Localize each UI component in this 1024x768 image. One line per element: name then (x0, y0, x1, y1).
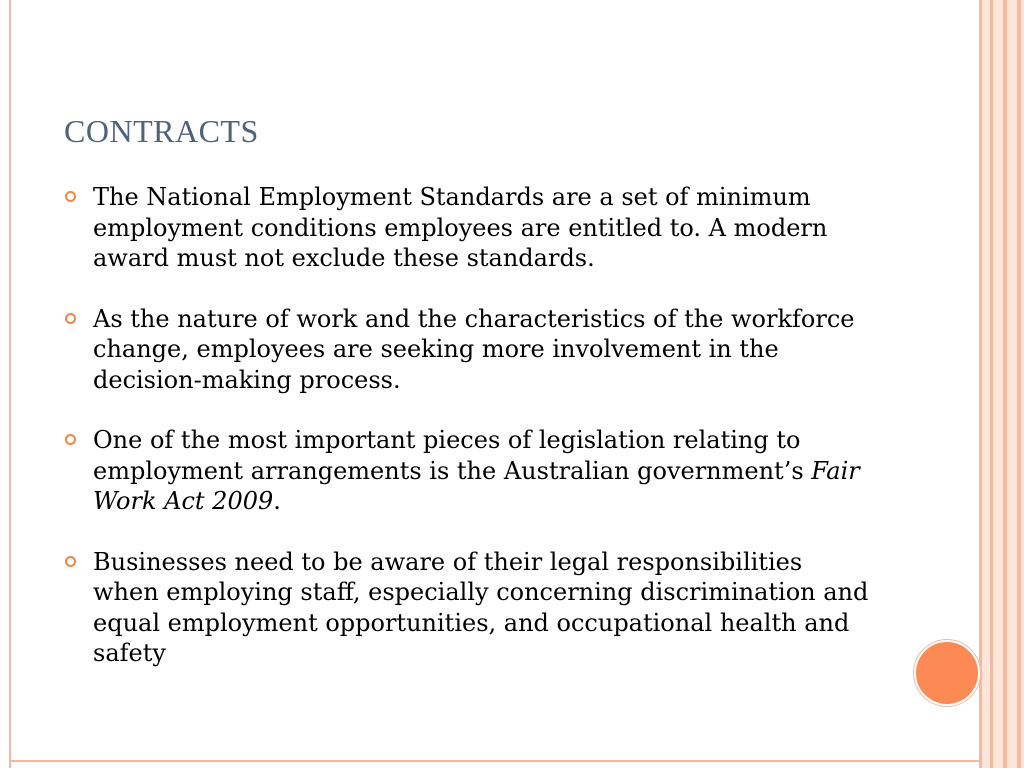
bullet-text (93, 426, 860, 515)
frame-left-border (9, 0, 11, 768)
bullet-circle-icon (65, 556, 76, 567)
frame-bottom-border (9, 760, 979, 762)
slide-title: CONTRACTS (64, 113, 259, 149)
bullet-item (62, 182, 872, 274)
bullet-item (62, 425, 872, 517)
bullet-text-plain: One of the most important pieces of legislation relating to employment arrangements is the Australian government’s (93, 426, 812, 485)
bullet-text: As the nature of work and the characteristics of the workforce change, employees are seeking more involvement in the decision-making process. (93, 304, 855, 394)
bullet-circle-icon (65, 191, 76, 202)
bullet-text: Businesses need to be aware of their legal responsibilities when employing staff, especially concerning discrimination and equal employment opportunities, and occupational health and safety (93, 547, 869, 667)
decorative-stripe (993, 0, 1003, 768)
bullet-text: The National Employment Standards are a set of minimum employment conditions employees are entitled to. A modern award must not exclude these standards. (93, 183, 828, 272)
bullet-list (62, 182, 872, 699)
bullet-circle-icon (65, 434, 76, 445)
decorative-stripe (982, 0, 990, 768)
decorative-stripe (1007, 0, 1017, 768)
bullet-item (62, 304, 872, 396)
bullet-circle-icon (65, 313, 76, 324)
decorative-circle (914, 640, 980, 706)
bullet-item (62, 547, 872, 669)
bullet-text-end: . (273, 487, 281, 515)
act-title: Fair Work Act 2009 (93, 456, 860, 515)
